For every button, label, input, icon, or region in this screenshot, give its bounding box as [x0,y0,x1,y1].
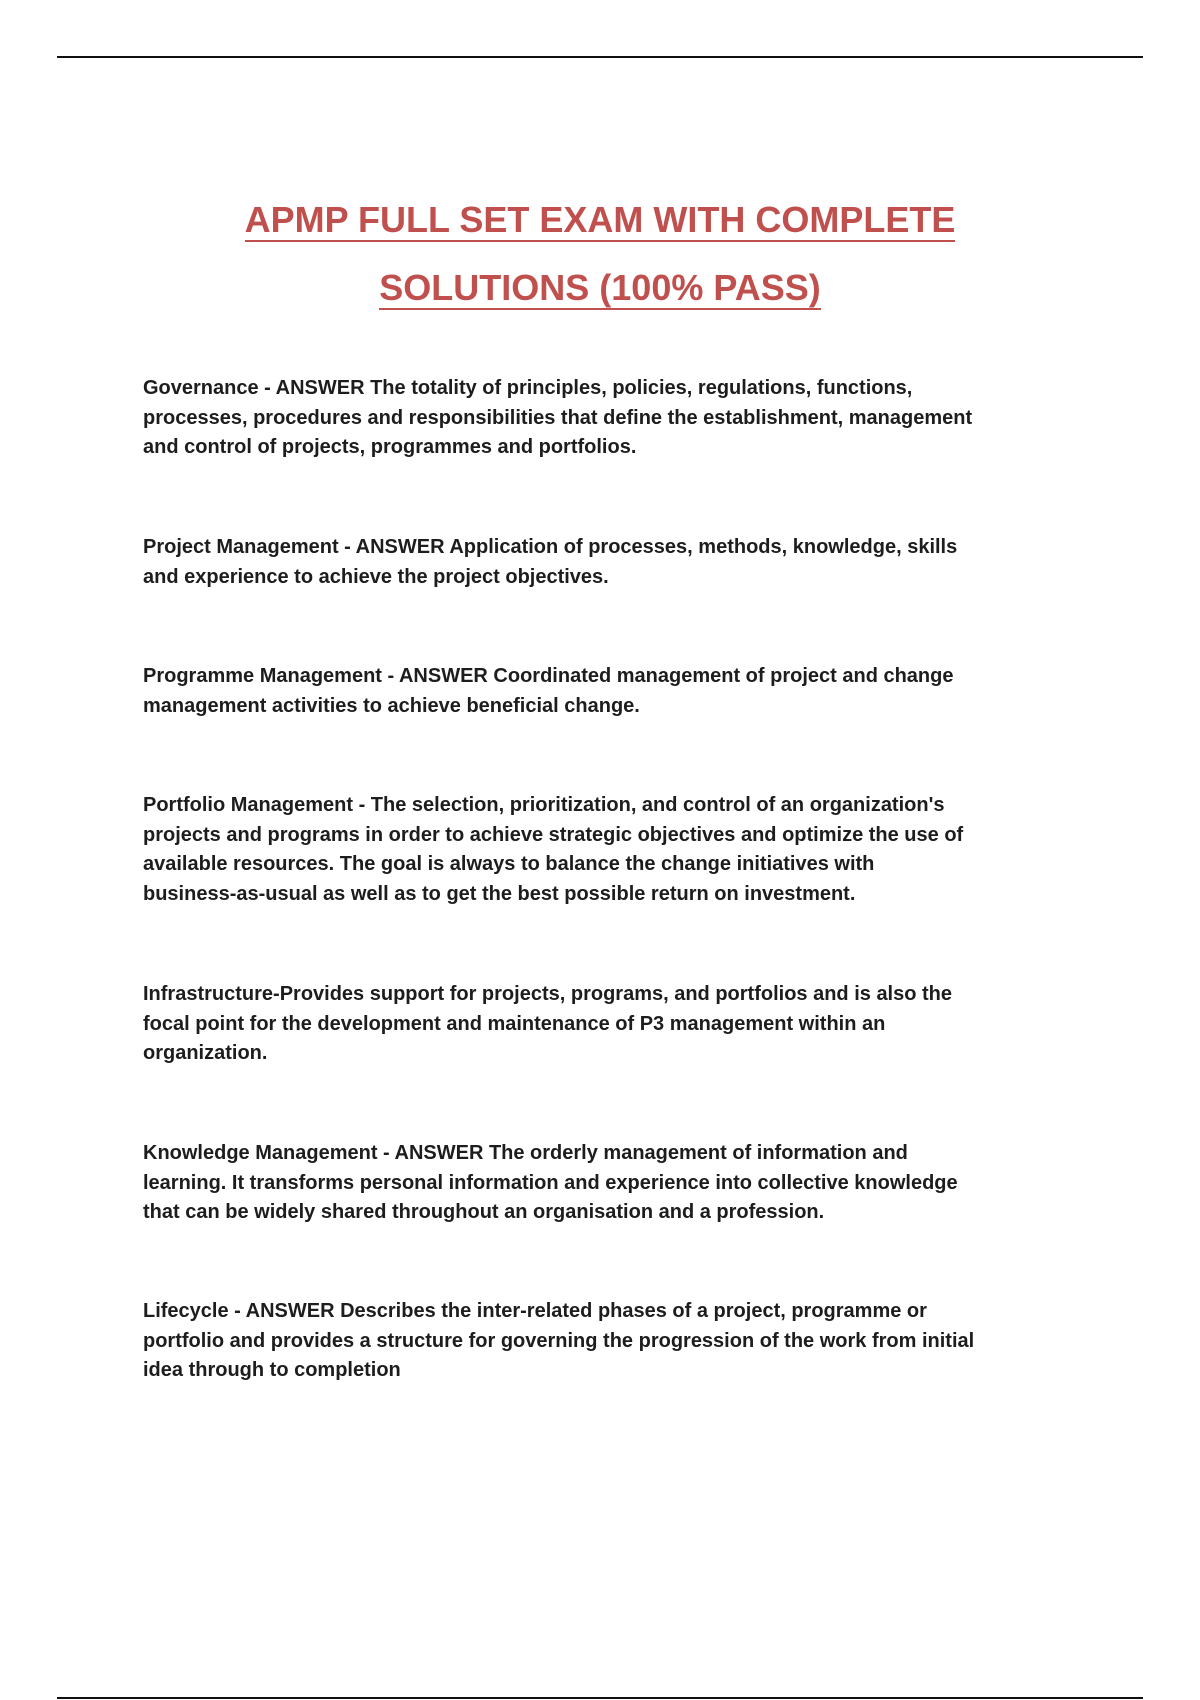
entry-line: Governance - ANSWER The totality of principles, policies, regulations, functions, [143,377,913,399]
entry-line: Portfolio Management - The selection, prioritization, and control of an organization's [143,794,945,816]
entry-line: and experience to achieve the project objectives. [143,565,609,588]
entry-line: business-as-usual as well as to get the best possible return on investment. [143,882,856,905]
entry-line: Programme Management - ANSWER Coordinated management of project and change [143,665,954,687]
entry-line: Knowledge Management - ANSWER The orderly management of information and [143,1142,908,1164]
entry-line: Lifecycle - ANSWER Describes the inter-related phases of a project, programme or [143,1300,927,1322]
entry-line: Project Management - ANSWER Application of processes, methods, knowledge, skills [143,536,958,558]
footer-rule [57,1697,1143,1699]
entry-line: available resources. The goal is always to balance the change initiatives with [143,853,875,875]
entry-line: Infrastructure-Provides support for projects, programs, and portfolios and is also the [143,983,953,1005]
entry-line: management activities to achieve beneficial change. [143,694,640,717]
header-rule [57,56,1143,58]
qa-entry [143,980,1103,1069]
entry-line: learning. It transforms personal information and experience into collective knowledge [143,1171,958,1194]
entry-line: portfolio and provides a structure for governing the progression of the work from initial [143,1329,975,1352]
qa-entry [143,1297,1103,1386]
document-title [0,191,1200,327]
qa-entry [143,791,1103,909]
title-line-1: APMP FULL SET EXAM WITH COMPLETE [244,199,956,240]
entry-line: and control of projects, programmes and portfolios. [143,436,637,458]
entry-line: processes, procedures and responsibilities that define the establishment, management [143,406,973,429]
entry-line: idea through to completion [143,1359,401,1381]
qa-entry [143,1139,1103,1228]
entry-line: that can be widely shared throughout an organisation and a profession. [143,1201,825,1223]
qa-entry [143,374,1103,463]
qa-entry [143,533,1103,592]
entry-line: organization. [143,1042,268,1064]
qa-entry [143,662,1103,721]
entry-line: projects and programs in order to achieve strategic objectives and optimize the use of [143,823,964,846]
entry-line: focal point for the development and maintenance of P3 management within an [143,1012,886,1035]
title-line-2: SOLUTIONS (100% PASS) [379,267,821,308]
